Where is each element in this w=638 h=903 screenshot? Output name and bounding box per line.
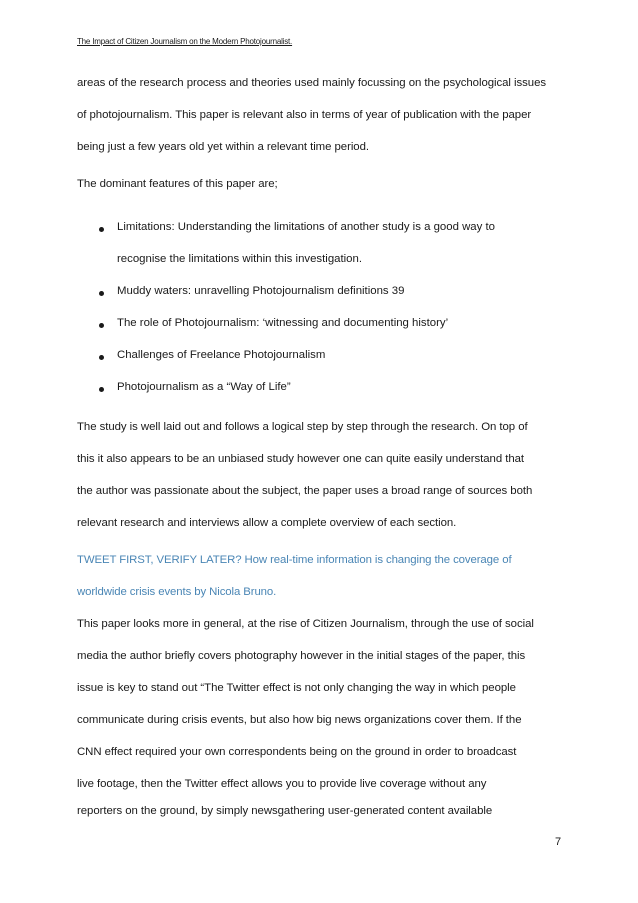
running-header: The Impact of Citizen Journalism on the Modern Photojournalist. [77, 37, 293, 46]
paragraph-line: The study is well laid out and follows a logical step by step through the research. On top of [77, 421, 528, 433]
heading-line: worldwide crisis events by Nicola Bruno. [77, 586, 277, 598]
paragraph-line: being just a few years old yet within a relevant time period. [77, 141, 369, 153]
paragraph-line: relevant research and interviews allow a complete overview of each section. [77, 517, 457, 529]
bullet-icon [99, 323, 104, 328]
bullet-text: Muddy waters: unravelling Photojournalism definitions 39 [117, 285, 405, 297]
bullet-icon [99, 227, 104, 232]
paragraph-line: CNN effect required your own correspondents being on the ground in order to broadcast [77, 746, 517, 758]
paragraph-line: reporters on the ground, by simply newsgathering user-generated content available [77, 805, 493, 817]
bullet-icon [99, 291, 104, 296]
paragraph-line: the author was passionate about the subject, the paper uses a broad range of sources both [77, 485, 533, 497]
bullet-text: Photojournalism as a “Way of Life” [117, 381, 291, 393]
paragraph-line: issue is key to stand out “The Twitter effect is not only changing the way in which people [77, 682, 516, 694]
paragraph-line: This paper looks more in general, at the rise of Citizen Journalism, through the use of social [77, 618, 534, 630]
paragraph-line: communicate during crisis events, but also how big news organizations cover them. If the [77, 714, 522, 726]
paragraph-line: media the author briefly covers photography however in the initial stages of the paper, this [77, 650, 526, 662]
bullet-text: Challenges of Freelance Photojournalism [117, 349, 326, 361]
bullet-icon [99, 387, 104, 392]
page-number: 7 [555, 836, 562, 848]
bullet-text: recognise the limitations within this investigation. [117, 253, 363, 265]
intro-line: The dominant features of this paper are; [77, 178, 278, 190]
bullet-text: The role of Photojournalism: ‘witnessing and documenting history’ [117, 317, 449, 329]
paragraph-line: live footage, then the Twitter effect allows you to provide live coverage without any [77, 778, 487, 790]
bullet-icon [99, 355, 104, 360]
heading-line: TWEET FIRST, VERIFY LATER? How real-time information is changing the coverage of [77, 554, 512, 566]
bullet-text: Limitations: Understanding the limitations of another study is a good way to [117, 221, 495, 233]
paragraph-line: of photojournalism. This paper is relevant also in terms of year of publication with the paper [77, 109, 532, 121]
paragraph-line: this it also appears to be an unbiased study however one can quite easily understand that [77, 453, 525, 465]
paragraph-line: areas of the research process and theories used mainly focussing on the psychological issues [77, 77, 547, 89]
